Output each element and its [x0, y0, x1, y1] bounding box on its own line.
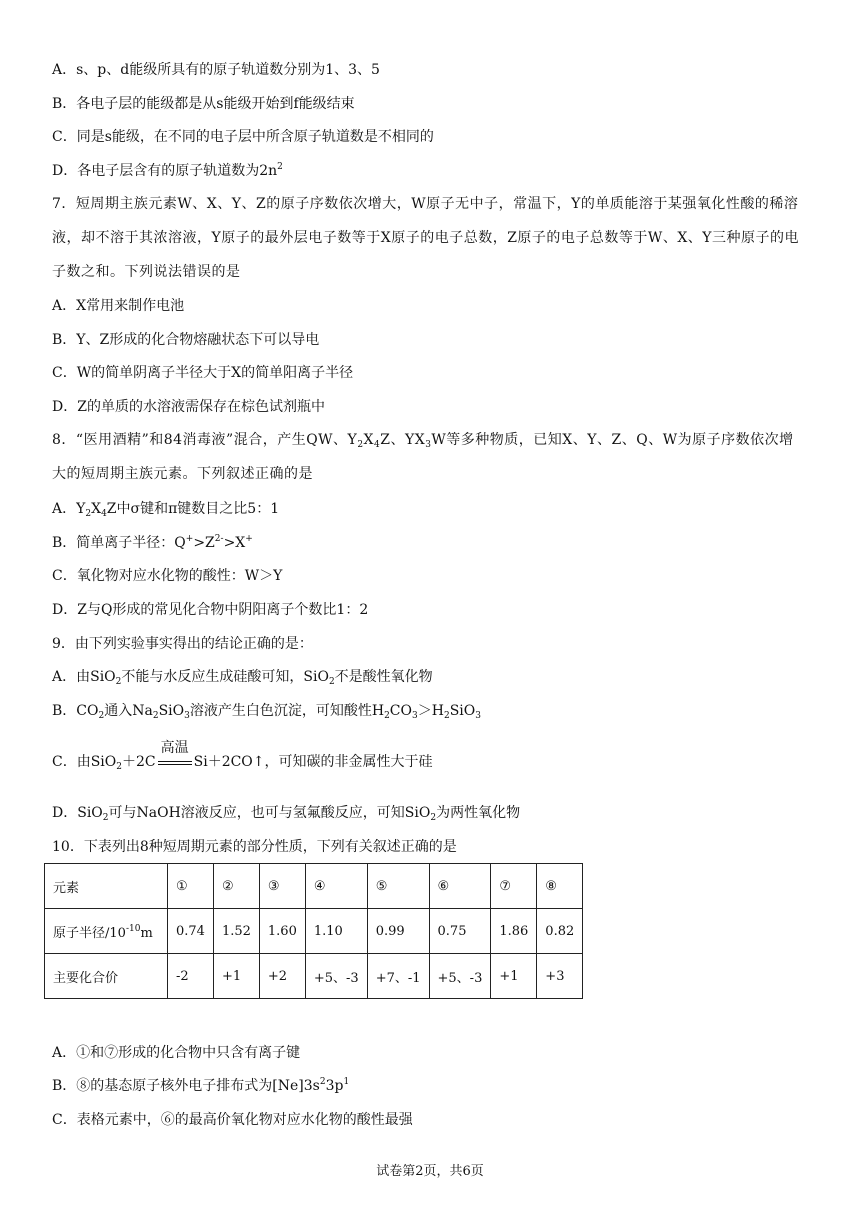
table-header-cell: ④ [305, 864, 367, 909]
q8-option-d: D．Z与Q形成的常见化合物中阴阳离子个数比1：2 [52, 602, 369, 618]
table-header-cell: ③ [259, 864, 305, 909]
q6-option-d: D．各电子层含有的原子轨道数为$2n^2$ [52, 162, 283, 179]
table-cell: +5、-3 [429, 954, 491, 999]
q10-stem: 10．下表列出8种短周期元素的部分性质，下列有关叙述正确的是 [52, 839, 457, 855]
q9-stem: 9．由下列实验事实得出的结论正确的是： [52, 636, 313, 652]
table-header-cell: ① [168, 864, 214, 909]
table-cell: 0.99 [367, 909, 429, 954]
q9-option-d: D．SiO$_2$可与NaOH溶液反应，也可与氢氟酸反应，可知SiO$_2$为两性氧化物 [52, 805, 521, 823]
q9-option-a: A．由SiO$_2$不能与水反应生成硅酸可知，SiO$_2$不是酸性氧化物 [52, 669, 433, 687]
q10-option-a: A．①和⑦形成的化合物中只含有离子键 [52, 1045, 301, 1061]
q8-option-b: B．简单离子半径：$Q^+>Z^{2-}>X^+$ [52, 534, 253, 551]
q8-stem: 8．“医用酒精”和84消毒液”混合，产生QW、$Y_2X_4Z$、$YX_3W$等多种物质，已知X、Y、Z、Q、W为原子序数依次增大的短周期主族元素。下列叙述正确的是 [52, 432, 794, 482]
table-cell: 0.74 [168, 909, 214, 954]
q9-option-b: B．$CO_2$通入$Na_2SiO_3$溶液产生白色沉淀，可知酸性$H_2CO_3>H_2SiO_3$ [52, 703, 481, 721]
table-cell: 0.75 [429, 909, 491, 954]
row-label: 原子半径$/10^{-10}m$ [45, 909, 168, 954]
q6-option-c: C．同是s能级，在不同的电子层中所含原子轨道数是不相同的 [52, 129, 434, 145]
table-cell: 1.10 [305, 909, 367, 954]
q8-option-c: C．氧化物对应水化物的酸性：W＞Y [52, 568, 283, 584]
table-header-cell: ② [213, 864, 259, 909]
table-cell: +7、-1 [367, 954, 429, 999]
table-cell: +3 [537, 954, 583, 999]
table-row [45, 909, 583, 954]
table-header-cell: ⑧ [537, 864, 583, 909]
table-header-cell: ⑦ [491, 864, 537, 909]
table-header-cell: ⑤ [367, 864, 429, 909]
q6-option-b: B．各电子层的能级都是从s能级开始到f能级结束 [52, 96, 355, 112]
q6-option-a: A．s、p、d能级所具有的原子轨道数分别为1、3、5 [52, 62, 380, 78]
reaction-condition-sign: 高温 [156, 752, 194, 772]
table-cell: +1 [213, 954, 259, 999]
table-cell: 1.86 [491, 909, 537, 954]
q10-option-b: B．⑧的基态原子核外电子排布式为$[Ne]3s^23p^1$ [52, 1077, 350, 1094]
table-cell: 1.60 [259, 909, 305, 954]
table-cell: -2 [168, 954, 214, 999]
table-cell: +2 [259, 954, 305, 999]
table-cell: 0.82 [537, 909, 583, 954]
q7-option-d: D．Z的单质的水溶液需保存在棕色试剂瓶中 [52, 399, 325, 415]
row-label: 元素 [45, 864, 168, 909]
element-properties-table [44, 863, 583, 999]
table-row [45, 864, 583, 909]
table-cell: 1.52 [213, 909, 259, 954]
q7-option-a: A．X常用来制作电池 [52, 298, 185, 314]
table-cell: +5、-3 [305, 954, 367, 999]
q7-option-b: B．Y、Z形成的化合物熔融状态下可以导电 [52, 332, 320, 348]
q10-option-c: C．表格元素中，⑥的最高价氧化物对应水化物的酸性最强 [52, 1112, 413, 1128]
q7-option-c: C．W的简单阴离子半径大于X的简单阳离子半径 [52, 365, 354, 381]
page-footer: 试卷第2页，共6页 [376, 1164, 484, 1179]
table-header-cell: ⑥ [429, 864, 491, 909]
q7-stem: 7．短周期主族元素W、X、Y、Z的原子序数依次增大，W原子无中子，常温下，Y的单质能溶于某强氧化性酸的稀溶液，却不溶于其浓溶液，Y原子的最外层电子数等于X原子的电子总数，Z原子的电子总数等于W、X、Y三种原子的电子数之和。下列说法错误的是 [52, 196, 800, 280]
table-row [45, 954, 583, 999]
q9-option-c: C．由SiO$_2$＋2C 高温 Si＋2CO↑，可知碳的非金属性大于硅 [52, 740, 433, 772]
q8-option-a: A．$Y_2X_4Z$中σ键和π键数目之比5：1 [52, 501, 280, 519]
row-label: 主要化合价 [45, 954, 168, 999]
table-cell: +1 [491, 954, 537, 999]
